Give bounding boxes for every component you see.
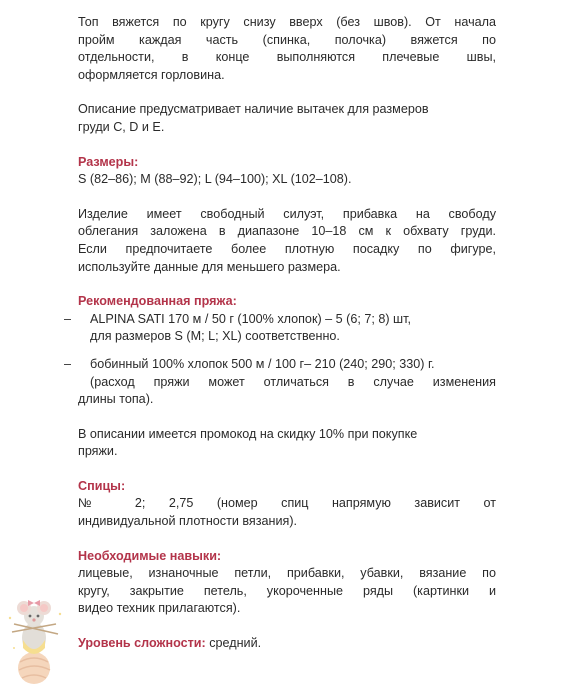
sizes-section	[78, 154, 496, 189]
fit-paragraph	[78, 206, 496, 276]
intro-line: Топ вяжется по кругу снизу вверх (без швов). От начала	[78, 15, 496, 29]
yarn-item	[64, 356, 496, 391]
fit-line: Если предпочитаете более плотную посадку по фигуре,	[78, 241, 496, 256]
fit-line: Изделие имеет свободный силуэт, прибавка на свободу	[78, 206, 496, 221]
intro-paragraph	[78, 14, 496, 84]
promo-line: пряжи.	[78, 444, 118, 459]
darts-line: Описание предусматривает наличие вытачек для размеров	[78, 102, 429, 117]
sizes-heading: Размеры:	[78, 154, 139, 169]
skills-line: видео техник прилагаются).	[78, 601, 241, 616]
intro-line: отдельности, в конце выполняются плечевые швы,	[78, 50, 496, 65]
needles-heading: Спицы:	[78, 478, 126, 493]
pattern-description	[64, 14, 496, 653]
promo-line: В описании имеется промокод на скидку 10% при покупке	[78, 426, 418, 441]
needles-line: индивидуальной плотности вязания).	[78, 514, 298, 529]
sizes-text: S (82–86); M (88–92); L (94–100); XL (102–108).	[78, 172, 352, 187]
needles-line: № 2; 2,75 (номер спиц напрямую зависит от	[78, 496, 496, 511]
difficulty-value: средний.	[205, 636, 262, 651]
mouse-mascot-icon	[4, 588, 68, 686]
yarn-item-line: ALPINA SATI 170 м / 50 г (100% хлопок) – 5 (6; 7; 8) шт,	[90, 311, 412, 326]
difficulty-section	[78, 635, 496, 653]
yarn-item-line: для размеров S (M; L; XL) соответственно.	[90, 329, 340, 344]
skills-line: кругу, закрытие петель, укороченные ряды (картинки и	[78, 583, 496, 598]
difficulty-heading: Уровень сложности:	[78, 636, 206, 651]
skills-line: лицевые, изнаночные петли, прибавки, убавки, вязание по	[78, 566, 496, 581]
fit-line: облегания заложена в диапазоне 10–18 см к обхвату груди.	[78, 224, 496, 239]
skills-heading: Необходимые навыки:	[78, 548, 222, 563]
yarn-heading: Рекомендованная пряжа:	[78, 294, 237, 309]
yarn-item-line: длины топа).	[78, 392, 154, 407]
darts-paragraph	[78, 101, 496, 136]
yarn-section	[64, 293, 496, 409]
darts-line: груди C, D и E.	[78, 119, 165, 134]
yarn-item	[64, 311, 496, 346]
dash-bullet: –	[64, 311, 72, 326]
fit-line-last: используйте данные для меньшего размера.	[78, 259, 341, 274]
intro-line-last: оформляется горловина.	[78, 67, 225, 82]
needles-section	[78, 478, 496, 531]
promo-paragraph	[78, 426, 496, 461]
yarn-item-line: (расход пряжи может отличаться в случае изменения	[90, 374, 496, 389]
dash-bullet: –	[64, 356, 72, 371]
skills-section	[78, 548, 496, 618]
intro-line: пройм каждая часть (спинка, полочка) вяжется по	[78, 32, 496, 47]
yarn-item-line: бобинный 100% хлопок 500 м / 100 г– 210 (240; 290; 330) г.	[90, 356, 435, 371]
